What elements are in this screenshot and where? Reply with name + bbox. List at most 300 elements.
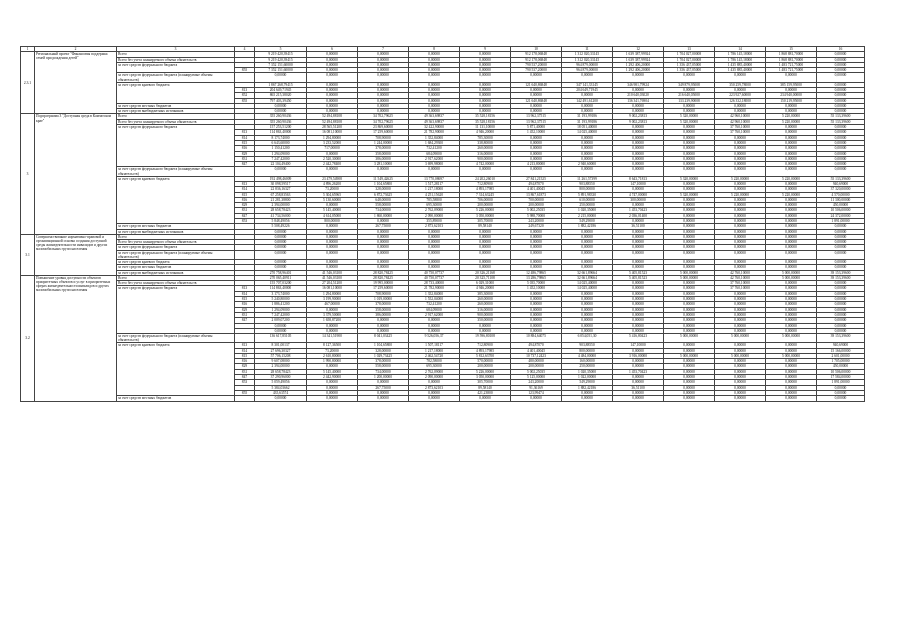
amount-cell: 0,00000: [307, 109, 358, 114]
amount-cell: 800,00000: [562, 348, 613, 353]
amount-cell: 385 159,95000: [766, 82, 817, 87]
amount-cell: 0,00000: [409, 93, 460, 98]
amount-cell: 0,00000: [358, 245, 409, 250]
amount-cell: 28 733,40000: [409, 281, 460, 286]
amount-cell: 192 498,46009: [255, 176, 307, 181]
column-header: 8: [409, 47, 460, 52]
amount-cell: 0,00000: [817, 281, 865, 286]
amount-cell: 0,00000: [766, 224, 817, 229]
amount-cell: 0,00000: [613, 291, 664, 296]
amount-cell: 5 000,00000: [766, 270, 817, 275]
amount-cell: 0,00000: [664, 167, 715, 176]
amount-cell: 260,00000: [460, 297, 511, 302]
amount-cell: 42 960,10000: [715, 114, 766, 119]
amount-cell: 40 750,07737: [409, 275, 460, 280]
amount-cell: 316,00000: [460, 307, 511, 312]
amount-cell: 0,00000: [307, 323, 358, 328]
amount-cell: 5 891,98330: [562, 192, 613, 197]
amount-cell: 0,00000: [715, 156, 766, 161]
amount-cell: 358,00000: [358, 307, 409, 312]
amount-cell: 8 173,74000: [255, 135, 307, 140]
amount-cell: 1 507,18117: [409, 343, 460, 348]
budget-code: [235, 334, 255, 343]
amount-cell: 0,00000: [817, 318, 865, 323]
amount-cell: 0,00000: [460, 234, 511, 239]
amount-cell: 0,00000: [511, 156, 562, 161]
amount-cell: 114 863,40000: [255, 286, 307, 291]
amount-cell: 0,00000: [511, 259, 562, 264]
amount-cell: 0,00000: [766, 151, 817, 156]
amount-cell: 385,30000: [460, 291, 511, 296]
budget-code: 816: [235, 197, 255, 202]
amount-cell: 0,00000: [562, 307, 613, 312]
amount-cell: 11 300,00000: [817, 197, 865, 202]
amount-cell: 0,00000: [715, 146, 766, 151]
amount-cell: 0,00000: [307, 82, 358, 87]
amount-cell: 155 707,03200: [255, 281, 307, 286]
amount-cell: 5 416,80423: [613, 334, 664, 343]
table-body: [21, 47, 865, 402]
program-name: Повышение уровня доступности объектов приоритетных объектов и услуг в приоритетных сферах жизнедеятельности инвалидов и других маломобильных групп населения: [35, 275, 117, 401]
column-header: 3: [117, 47, 235, 52]
amount-cell: 6 872,73625: [358, 192, 409, 197]
amount-cell: 14 025,40000: [562, 130, 613, 135]
amount-cell: 0,00000: [817, 259, 865, 264]
amount-cell: 0,00000: [715, 73, 766, 82]
amount-cell: 89,58140: [460, 224, 511, 229]
amount-cell: 0,00000: [766, 187, 817, 192]
amount-cell: 2 917,62000: [409, 156, 460, 161]
amount-cell: 300,00000: [613, 197, 664, 202]
budget-code: 813: [235, 286, 255, 291]
amount-cell: 785,30000: [460, 135, 511, 140]
amount-cell: 0,00000: [766, 125, 817, 130]
amount-cell: 0,00000: [664, 218, 715, 223]
amount-cell: 12 486,79865: [511, 270, 562, 275]
amount-cell: 0,00000: [255, 396, 307, 401]
amount-cell: 2 873,62103: [409, 224, 460, 229]
amount-cell: 16 081,10000: [307, 130, 358, 135]
column-header: 2: [35, 47, 117, 52]
amount-cell: 0,00000: [817, 240, 865, 245]
funding-source: за счет средств федерального бюджета: [117, 245, 235, 250]
amount-cell: 0,00000: [715, 245, 766, 250]
amount-cell: 14 025,40000: [562, 286, 613, 291]
amount-cell: 0,00000: [715, 348, 766, 353]
amount-cell: 0,00000: [511, 109, 562, 114]
amount-cell: 0,00000: [562, 259, 613, 264]
amount-cell: 0,00000: [358, 396, 409, 401]
amount-cell: 0,00000: [460, 328, 511, 333]
amount-cell: 0,00000: [664, 240, 715, 245]
amount-cell: 52 494,88108: [307, 119, 358, 124]
amount-cell: 0,00000: [358, 218, 409, 223]
amount-cell: 32 661,89664: [562, 275, 613, 280]
amount-cell: 2 873,62103: [409, 385, 460, 390]
amount-cell: 2 762,09000: [409, 369, 460, 374]
amount-cell: 136 341,76904: [613, 98, 664, 103]
amount-cell: 14 025,40000: [562, 281, 613, 286]
amount-cell: 0,00000: [511, 234, 562, 239]
amount-cell: 6 029,31000: [460, 281, 511, 286]
amount-cell: 305,70000: [460, 218, 511, 223]
amount-cell: 2 601,00000: [817, 353, 865, 358]
amount-cell: 0,00000: [562, 156, 613, 161]
amount-cell: 0,00000: [255, 234, 307, 239]
amount-cell: 0,00000: [715, 359, 766, 364]
amount-cell: 964 879,00000: [562, 68, 613, 73]
amount-cell: 800,00000: [307, 218, 358, 223]
amount-cell: 114 863,40000: [255, 130, 307, 135]
amount-cell: 0,00000: [766, 109, 817, 114]
amount-cell: 378,00000: [358, 302, 409, 307]
amount-cell: 0,00000: [613, 259, 664, 264]
task-number: 3.1: [21, 234, 35, 275]
amount-cell: 142 491,61200: [562, 98, 613, 103]
amount-cell: 91,36169: [511, 385, 562, 390]
amount-cell: 5 871,40000: [511, 125, 562, 130]
amount-cell: 0,00000: [307, 380, 358, 385]
amount-cell: 4 893,17985: [460, 187, 511, 192]
amount-cell: 0,00000: [307, 240, 358, 245]
amount-cell: 0,00000: [664, 162, 715, 167]
amount-cell: 5 000,00000: [766, 334, 817, 343]
amount-cell: 570,00000: [460, 359, 511, 364]
amount-cell: 0,00000: [664, 328, 715, 333]
amount-cell: 150 219,95000: [766, 98, 817, 103]
amount-cell: 2 442,78400: [307, 162, 358, 167]
amount-cell: 0,00000: [715, 369, 766, 374]
amount-cell: 0,00000: [817, 52, 865, 57]
budget-code: 829: [235, 307, 255, 312]
amount-cell: 0,00000: [766, 259, 817, 264]
amount-cell: 0,00000: [409, 390, 460, 395]
amount-cell: 0,00000: [664, 259, 715, 264]
amount-cell: 1 684,29300: [409, 140, 460, 145]
budget-code: 813: [235, 343, 255, 348]
amount-cell: 41 734,56000: [255, 213, 307, 218]
amount-cell: 0,00000: [613, 297, 664, 302]
amount-cell: 0,00000: [358, 380, 409, 385]
amount-cell: 9 002,23813: [613, 119, 664, 124]
amount-cell: 4 570,00000: [817, 192, 865, 197]
amount-cell: 386,00000: [358, 156, 409, 161]
amount-cell: 0,00000: [613, 323, 664, 328]
amount-cell: 4 742,00000: [460, 162, 511, 167]
amount-cell: 912 178,06848: [511, 57, 562, 62]
amount-cell: 0,00000: [562, 109, 613, 114]
amount-cell: 0,00000: [460, 87, 511, 92]
amount-cell: 1 292 406,20000: [613, 68, 664, 73]
amount-cell: 708,90000: [358, 291, 409, 296]
amount-cell: 3 699,98000: [409, 162, 460, 167]
amount-cell: 5 000,00000: [664, 275, 715, 280]
funding-source: за счет средств краевого бюджета: [117, 176, 235, 224]
amount-cell: 28 820,78425: [358, 270, 409, 275]
amount-cell: 0,00000: [613, 328, 664, 333]
amount-cell: 0,00000: [817, 297, 865, 302]
amount-cell: 2 394,00000: [255, 203, 307, 208]
amount-cell: 0,00000: [460, 68, 511, 73]
amount-cell: 1 312 020,33145: [562, 57, 613, 62]
amount-cell: 0,00000: [715, 318, 766, 323]
amount-cell: 940,69000: [817, 343, 865, 348]
amount-cell: 480,00000: [511, 359, 562, 364]
amount-cell: 0,00000: [562, 229, 613, 234]
amount-cell: 1 104,65800: [358, 181, 409, 186]
amount-cell: 712,80900: [460, 343, 511, 348]
amount-cell: 0,00000: [562, 93, 613, 98]
amount-cell: 0,00000: [715, 197, 766, 202]
amount-cell: 1 891,00000: [817, 380, 865, 385]
amount-cell: 347 141,33145: [562, 82, 613, 87]
amount-cell: 712,80900: [460, 181, 511, 186]
amount-cell: 1 029,73425: [358, 353, 409, 358]
amount-cell: 0,00000: [255, 103, 307, 108]
amount-cell: 0,00000: [613, 87, 664, 92]
amount-cell: 0,00000: [715, 203, 766, 208]
amount-cell: 0,00000: [715, 328, 766, 333]
amount-cell: 0,00000: [817, 229, 865, 234]
amount-cell: 0,00000: [511, 87, 562, 92]
amount-cell: 0,00000: [817, 82, 865, 87]
amount-cell: 1 868 881,70000: [766, 52, 817, 57]
amount-cell: 1 886,41200: [255, 302, 307, 307]
amount-cell: 1 019,00000: [358, 297, 409, 302]
amount-cell: 234 940,00000: [766, 93, 817, 98]
funding-source: Всего: [117, 275, 235, 280]
amount-cell: 11 261,57399: [562, 176, 613, 181]
amount-cell: 0,00000: [715, 187, 766, 192]
amount-cell: 0,00000: [358, 62, 409, 67]
column-header: 7: [358, 47, 409, 52]
amount-cell: 0,00000: [511, 291, 562, 296]
funding-source: за счет средств федерального бюджета (планируемые объемы обязательств): [117, 167, 235, 176]
amount-cell: 0,00000: [817, 167, 865, 176]
amount-cell: 31 193,99186: [562, 119, 613, 124]
amount-cell: 0,00000: [562, 312, 613, 317]
amount-cell: 0,00000: [664, 208, 715, 213]
program-name: Подпрограмма 3 "Доступная среда в Камчатском крае": [35, 114, 117, 234]
amount-cell: 0,00000: [817, 68, 865, 73]
amount-cell: 1 658,87200: [307, 318, 358, 323]
amount-cell: 0,00000: [766, 250, 817, 259]
budget-code: 855: [235, 390, 255, 395]
column-header: 16: [817, 47, 865, 52]
amount-cell: 8 041,03425: [358, 334, 409, 343]
amount-cell: 0,00000: [460, 73, 511, 82]
amount-cell: 0,00000: [664, 181, 715, 186]
amount-cell: 5 320,00000: [664, 119, 715, 124]
amount-cell: 1 452,10000: [511, 130, 562, 135]
funding-source: Всего: [117, 114, 235, 119]
amount-cell: 42 960,10000: [715, 119, 766, 124]
amount-cell: 0,00000: [766, 208, 817, 213]
amount-cell: 0,00000: [409, 380, 460, 385]
amount-cell: 0,00000: [307, 385, 358, 390]
amount-cell: 28 658,78423: [255, 208, 307, 213]
budget-code: 813: [235, 87, 255, 92]
budget-code: 813: [235, 130, 255, 135]
amount-cell: 0,00000: [307, 62, 358, 67]
amount-cell: 797 403,39450: [255, 98, 307, 103]
amount-cell: 0,00000: [664, 103, 715, 108]
amount-cell: 0,00000: [358, 109, 409, 114]
amount-cell: 1 705,00000: [817, 359, 865, 364]
amount-cell: 358,00000: [358, 151, 409, 156]
amount-cell: 0,00000: [664, 297, 715, 302]
amount-cell: 0,00000: [511, 323, 562, 328]
amount-cell: 0,00000: [817, 62, 865, 67]
amount-cell: 0,00000: [715, 109, 766, 114]
amount-cell: 0,00000: [664, 375, 715, 380]
amount-cell: 5 405,81523: [613, 275, 664, 280]
amount-cell: 0,00000: [358, 93, 409, 98]
amount-cell: 0,00000: [358, 328, 409, 333]
amount-cell: 0,00000: [562, 140, 613, 145]
amount-cell: 0,00000: [613, 245, 664, 250]
amount-cell: 0,00000: [766, 146, 817, 151]
amount-cell: 0,00000: [766, 291, 817, 296]
amount-cell: 55 133,39600: [817, 119, 865, 124]
amount-cell: 0,00000: [715, 240, 766, 245]
amount-cell: 1 882,42186: [562, 385, 613, 390]
amount-cell: 0,00000: [613, 312, 664, 317]
amount-cell: 0,00000: [715, 297, 766, 302]
amount-cell: 5 848,49056: [255, 218, 307, 223]
amount-cell: 267,75000: [358, 224, 409, 229]
amount-cell: 732,41200: [409, 146, 460, 151]
budget-code: 815: [235, 353, 255, 358]
amount-cell: 0,00000: [817, 385, 865, 390]
column-header: 9: [460, 47, 511, 52]
amount-cell: 123,99474: [511, 390, 562, 395]
amount-cell: 23 479,54908: [307, 176, 358, 181]
amount-cell: 0,00000: [613, 167, 664, 176]
amount-cell: 0,00000: [817, 162, 865, 167]
amount-cell: 42 760,10000: [715, 275, 766, 280]
amount-cell: 0,00000: [664, 385, 715, 390]
amount-cell: 49 363,69837: [409, 114, 460, 119]
amount-cell: 0,00000: [511, 318, 562, 323]
amount-cell: 1 352,84000: [409, 135, 460, 140]
amount-cell: 435,63574: [255, 390, 307, 395]
amount-cell: 0,00000: [664, 281, 715, 286]
amount-cell: 734,00000: [358, 208, 409, 213]
amount-cell: 378,00000: [358, 146, 409, 151]
amount-cell: 0,00000: [817, 103, 865, 108]
amount-cell: 0,00000: [817, 250, 865, 259]
amount-cell: 0,00000: [511, 240, 562, 245]
amount-cell: 0,00000: [511, 103, 562, 108]
amount-cell: 14 341,51900: [307, 334, 358, 343]
amount-cell: 717,00000: [307, 146, 358, 151]
amount-cell: 4 251,15620: [409, 192, 460, 197]
amount-cell: 19 995,00000: [358, 281, 409, 286]
amount-cell: 0,00000: [613, 302, 664, 307]
amount-cell: 421,23800: [460, 390, 511, 395]
amount-cell: 19 596,80108: [460, 334, 511, 343]
amount-cell: 549,29000: [562, 380, 613, 385]
amount-cell: 0,00000: [307, 151, 358, 156]
amount-cell: 0,00000: [715, 135, 766, 140]
amount-cell: 0,00000: [562, 167, 613, 176]
amount-cell: 2 009,07200: [255, 318, 307, 323]
amount-cell: 0,00000: [460, 57, 511, 62]
funding-source: за счет средств местных бюджетов: [117, 224, 235, 229]
amount-cell: 0,00000: [409, 229, 460, 234]
amount-cell: 20 325,71108: [460, 275, 511, 280]
amount-cell: 0,00000: [715, 167, 766, 176]
amount-cell: 0,00000: [460, 52, 511, 57]
amount-cell: 558,00000: [358, 364, 409, 369]
amount-cell: 0,00000: [409, 250, 460, 259]
amount-cell: 0,00000: [766, 181, 817, 186]
amount-cell: 0,00000: [460, 240, 511, 245]
amount-cell: 2 215,00000: [562, 213, 613, 218]
amount-cell: 0,00000: [766, 156, 817, 161]
budget-code: 814: [235, 348, 255, 353]
amount-cell: 8 643,71813: [613, 176, 664, 181]
amount-cell: 0,00000: [715, 364, 766, 369]
amount-cell: 2 394,00000: [255, 364, 307, 369]
amount-cell: 940,69000: [817, 181, 865, 186]
amount-cell: 200,00000: [460, 364, 511, 369]
table-row: [21, 167, 865, 176]
amount-cell: 52 494,88108: [307, 114, 358, 119]
amount-cell: 23 869,60000: [358, 125, 409, 130]
amount-cell: 0,00000: [613, 156, 664, 161]
amount-cell: 0,00000: [562, 103, 613, 108]
amount-cell: 0,00000: [664, 109, 715, 114]
amount-cell: 11 549,42625: [358, 176, 409, 181]
amount-cell: 328,00000: [358, 187, 409, 192]
funding-source: за счет средств местных бюджетов: [117, 103, 235, 108]
funding-source: за счет средств федерального бюджета (планируемые объемы обязательств): [117, 73, 235, 82]
amount-cell: 0,00000: [307, 250, 358, 259]
amount-cell: 0,00000: [358, 250, 409, 259]
amount-cell: 0,00000: [307, 390, 358, 395]
amount-cell: 0,00000: [664, 343, 715, 348]
amount-cell: 0,00000: [766, 167, 817, 176]
amount-cell: 40 750,07737: [409, 270, 460, 275]
funding-source: за счет средств федерального бюджета: [117, 286, 235, 334]
amount-cell: 73,20000: [307, 187, 358, 192]
amount-cell: 5 220,00000: [766, 176, 817, 181]
amount-cell: 0,00000: [358, 390, 409, 395]
amount-cell: 0,00000: [664, 234, 715, 239]
amount-cell: 0,00000: [715, 380, 766, 385]
amount-cell: 133 239,90008: [664, 98, 715, 103]
amount-cell: 210 640,03020: [613, 93, 664, 98]
funding-source: Всего: [117, 52, 235, 57]
amount-cell: 305,70000: [460, 380, 511, 385]
amount-cell: 1 639 387,99924: [613, 52, 664, 57]
amount-cell: 0,00000: [409, 245, 460, 250]
amount-cell: 9 002,23813: [613, 114, 664, 119]
amount-cell: 0,00000: [664, 307, 715, 312]
amount-cell: 0,00000: [817, 135, 865, 140]
amount-cell: 4 896,26200: [307, 181, 358, 186]
amount-cell: 28 658,78423: [255, 369, 307, 374]
amount-cell: 0,00000: [511, 146, 562, 151]
amount-cell: 0,00000: [358, 52, 409, 57]
amount-cell: 0,00000: [715, 224, 766, 229]
amount-cell: 0,00000: [664, 156, 715, 161]
amount-cell: 1 786 145,18000: [715, 52, 766, 57]
amount-cell: 0,00000: [817, 245, 865, 250]
amount-cell: 0,00000: [715, 208, 766, 213]
